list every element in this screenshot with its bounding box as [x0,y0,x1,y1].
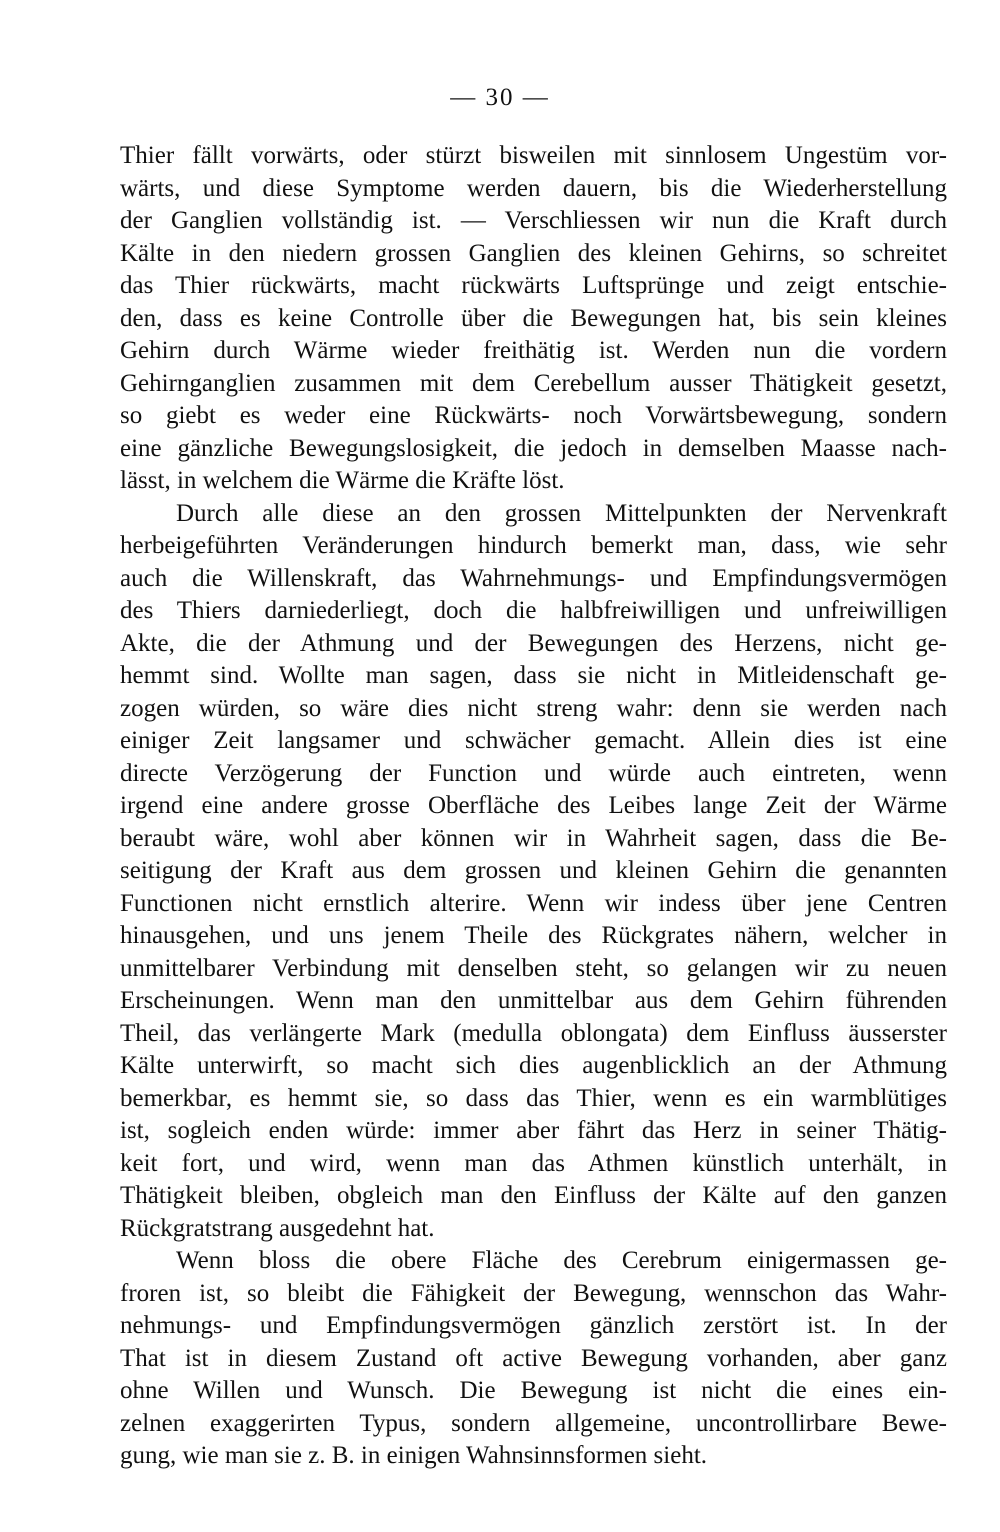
text-line: Gehirn durch Wärme wieder freithätig ist. Werden nun die vordern [120,337,947,364]
text-line: seitigung der Kraft aus dem grossen und kleinen Gehirn die genannten [120,857,947,884]
text-line: gung, wie man sie z. B. in einigen Wahnsinnsformen sieht. [120,1442,708,1469]
text-line: beraubt wäre, wohl aber können wir in Wahrheit sagen, dass die Be- [120,824,947,852]
text-line: Gehirnganglien zusammen mit dem Cerebellum ausser Thätigkeit gesetzt, [120,369,947,397]
text-line: so giebt es weder eine Rückwärts- noch Vorwärtsbewegung, sondern [120,402,947,429]
text-line: keit fort, und wird, wenn man das Athmen künstlich unterhält, in [120,1149,947,1177]
text-line: Akte, die der Athmung und der Bewegungen des Herzens, nicht ge- [120,629,947,657]
text-line: Erscheinungen. Wenn man den unmittelbar aus dem Gehirn führenden [120,987,947,1014]
text-line: wärts, und diese Symptome werden dauern, bis die Wiederherstellung [120,174,947,202]
text-line: Durch alle diese an den grossen Mittelpunkten der Nervenkraft [176,499,947,527]
text-line: Thier fällt vorwärts, oder stürzt bisweilen mit sinnlosem Ungestüm vor- [120,142,947,169]
text-line: Kälte in den niedern grossen Ganglien des kleinen Gehirns, so schreitet [120,239,947,267]
text-line: auch die Willenskraft, das Wahrnehmungs- und Empfindungsvermögen [120,564,947,592]
text-line: den, dass es keine Controlle über die Bewegungen hat, bis sein kleines [120,304,947,332]
text-line: Rückgratstrang ausgedehnt hat. [120,1214,435,1242]
text-line: Wenn bloss die obere Fläche des Cerebrum einigermassen ge- [176,1247,947,1274]
text-line: des Thiers darniederliegt, doch die halbfreiwilligen und unfreiwilligen [120,597,947,624]
text-line: Thätigkeit bleiben, obgleich man den Einfluss der Kälte auf den ganzen [120,1182,947,1209]
text-line: herbeigeführten Veränderungen hindurch bemerkt man, dass, wie sehr [120,532,947,559]
text-line: hinausgehen, und uns jenem Theile des Rückgrates nähern, welcher in [120,922,947,949]
text-line: zelnen exaggerirten Typus, sondern allgemeine, uncontrollirbare Bewe- [120,1409,947,1437]
text-line: ohne Willen und Wunsch. Die Bewegung ist nicht die eines ein- [120,1377,947,1404]
text-line: ist, sogleich enden würde: immer aber fährt das Herz in seiner Thätig- [120,1117,947,1144]
text-line: der Ganglien vollständig ist. — Verschliessen wir nun die Kraft durch [120,207,947,234]
text-line: hemmt sind. Wollte man sagen, dass sie nicht in Mitleidenschaft ge- [120,662,947,689]
text-line: That ist in diesem Zustand oft active Bewegung vorhanden, aber ganz [120,1344,947,1372]
text-line: unmittelbarer Verbindung mit denselben steht, so gelangen wir zu neuen [120,954,947,982]
text-line: eine gänzliche Bewegungslosigkeit, die jedoch in demselben Maasse nach- [120,434,947,462]
text-line: irgend eine andere grosse Oberfläche des Leibes lange Zeit der Wärme [120,792,947,819]
text-line: froren ist, so bleibt die Fähigkeit der Bewegung, wennschon das Wahr- [120,1279,947,1307]
text-line: Kälte unterwirft, so macht sich dies augenblicklich an der Athmung [120,1052,947,1079]
text-line: zogen würden, so wäre dies nicht streng wahr: denn sie werden nach [120,694,947,722]
text-line: einiger Zeit langsamer und schwächer gemacht. Allein dies ist eine [120,727,947,754]
text-line: lässt, in welchem die Wärme die Kräfte löst. [120,467,565,494]
text-line: directe Verzögerung der Function und würde auch eintreten, wenn [120,759,947,787]
page-number: — 30 — [450,84,550,111]
text-line: bemerkbar, es hemmt sie, so dass das Thier, wenn es ein warmblütiges [120,1084,947,1112]
text-line: Functionen nicht ernstlich alterire. Wenn wir indess über jene Centren [120,889,947,917]
text-line: das Thier rückwärts, macht rückwärts Luftsprünge und zeigt entschie- [120,272,947,299]
text-line: nehmungs- und Empfindungsvermögen gänzlich zerstört ist. In der [120,1312,947,1339]
text-line: Theil, das verlängerte Mark (medulla oblongata) dem Einfluss äusserster [120,1019,947,1047]
